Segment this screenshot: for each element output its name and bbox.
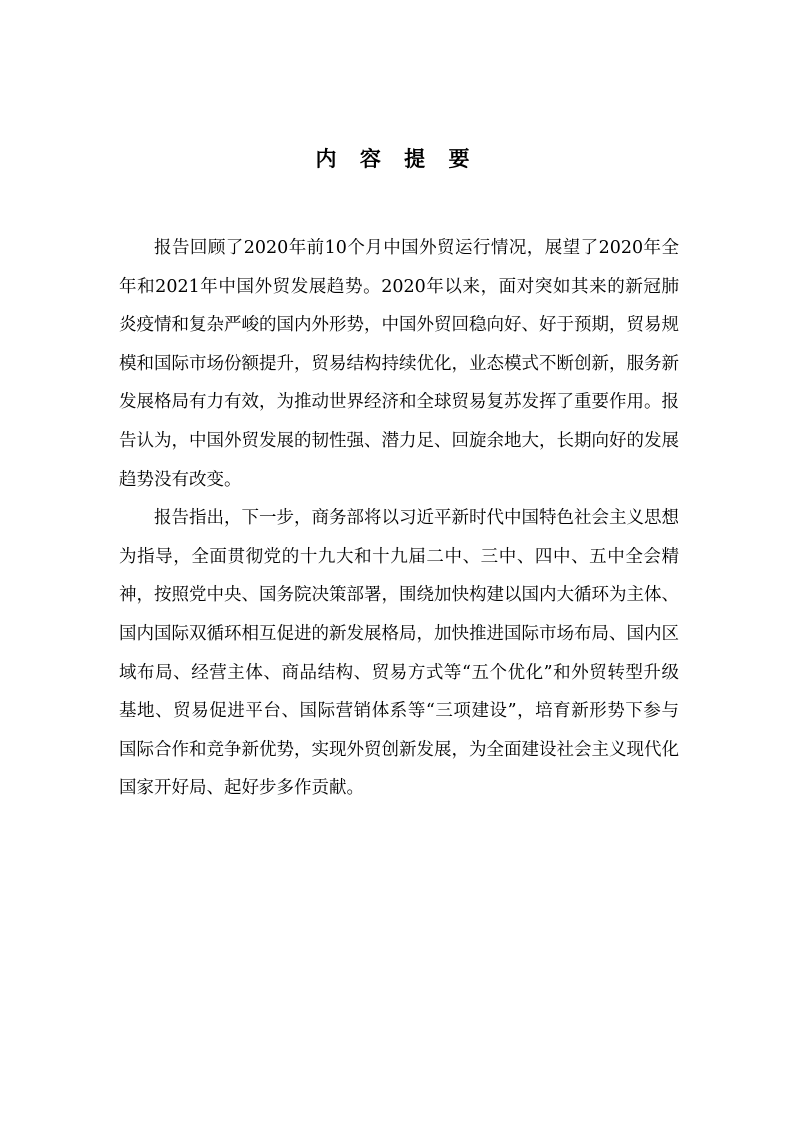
summary-body [119, 229, 679, 808]
summary-paragraph-1: 报告回顾了2020年前10个月中国外贸运行情况，展望了2020年全年和2021年中国外贸发展趋势。2020年以来，面对突如其来的新冠肺炎疫情和复杂严峻的国内外形势，中国外贸回稳向好、好于预期，贸易规模和国际市场份额提升，贸易结构持续优化，业态模式不断创新，服务新发展格局有力有效，为推动世界经济和全球贸易复苏发挥了重要作用。报告认为，中国外贸发展的韧性强、潜力足、回旋余地大，长期向好的发展趋势没有改变。 [119, 238, 679, 490]
page-title: 内 容 提 要 [315, 146, 478, 171]
summary-paragraph-2: 报告指出，下一步，商务部将以习近平新时代中国特色社会主义思想为指导，全面贯彻党的十九大和十九届二中、三中、四中、五中全会精神，按照党中央、国务院决策部署，围绕加快构建以国内大循环为主体、国内国际双循环相互促进的新发展格局，加快推进国际市场布局、国内区域布局、经营主体、商品结构、贸易方式等“五个优化”和外贸转型升级基地、贸易促进平台、国际营销体系等“三项建设”，培育新形势下参与国际合作和竞争新优势，实现外贸创新发展，为全面建设社会主义现代化国家开好局、起好步多作贡献。 [119, 508, 679, 799]
